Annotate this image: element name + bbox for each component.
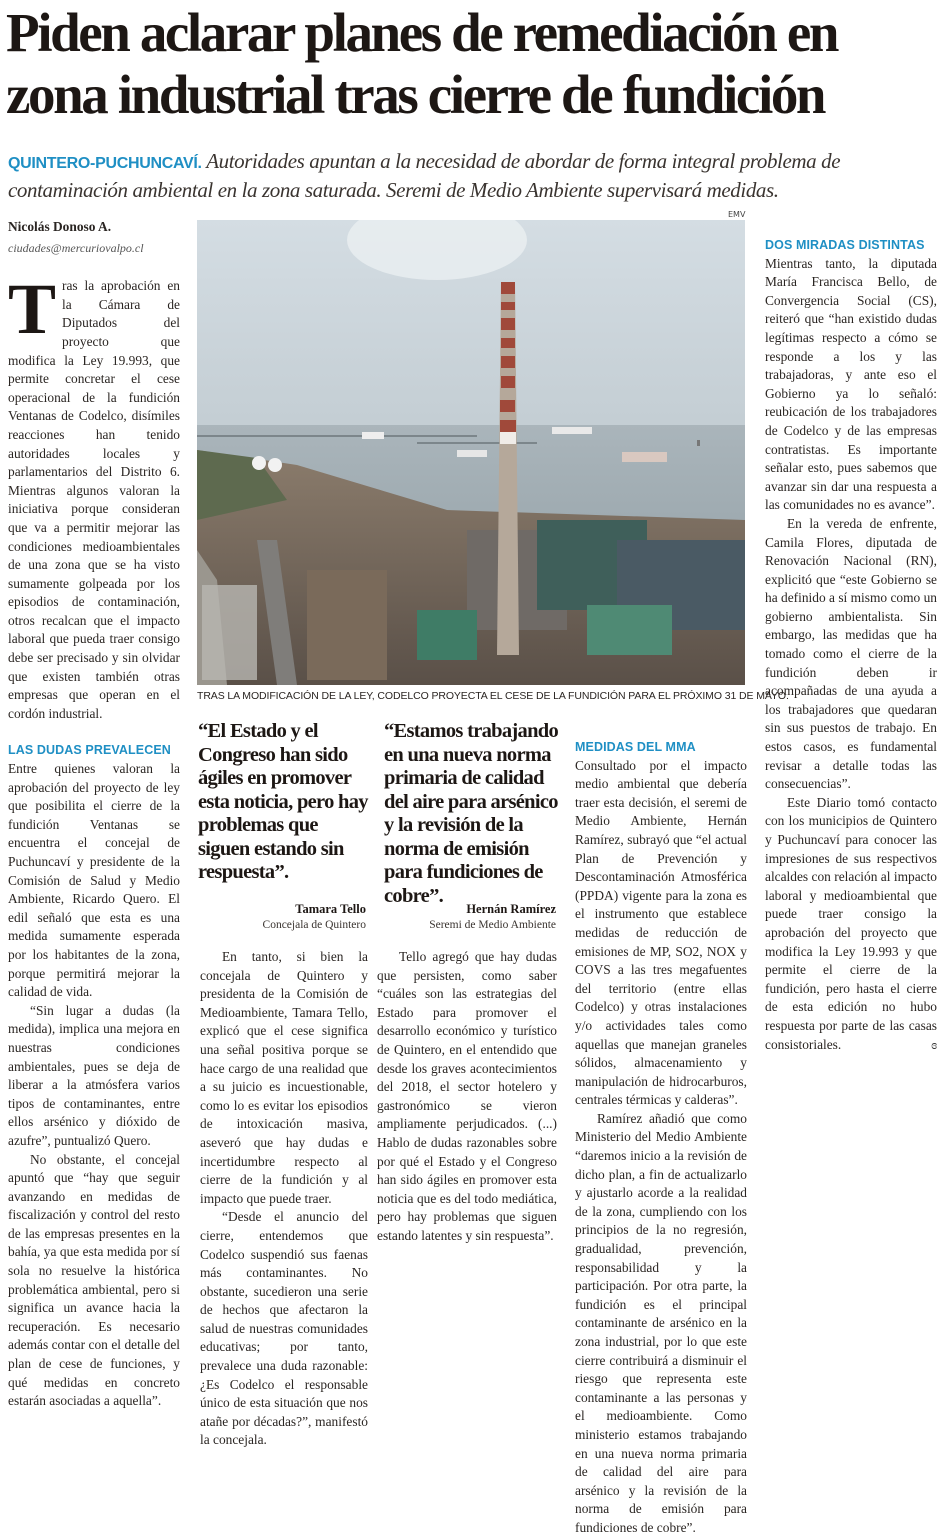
headline-line-2: zona industrial tras cierre de fundición [6,64,825,125]
paragraph-6: “Desde el anuncio del cierre, entendemos que Codelco suspendió sus faenas más contaminantes. No obstante, sucedieron una serie de hechos que afectaron la salud de nuestras comunidades educativas; por tanto, prevalece una duda razonable: ¿Es Codelco el responsable único de esta situación que nos atañe por décadas?”, manifestó la concejala. [200,1209,368,1448]
paragraph-1-text: ras la aprobación en la Cámara de Diputados del proyecto que modifica la Ley 19.993, que permite concretar el cese operacional de la fundición Ventanas de Codelco, disímiles reacciones han tenido autoridades locales y parlamentarios del Distrito 6. Mientras algunos valoran la iniciativa porque consideran que va a permitir mejorar las condiciones medioambientales de una zona que se ha visto sumamente golpeada por los episodios de contaminación, otros recalcan que el impacto laboral que pueda traer consigo debe ser precisado y sin olvidar que existen también otras empresas que operan en el cordón industrial. [8,278,180,721]
subhead-medidas-mma: MEDIDAS DEL MMA [575,740,696,754]
pull-quote-ramirez-attribution [376,902,556,931]
paragraph-3: “Sin lugar a dudas (la medida), implica una mejora en nuestras condiciones ambientales, pues se deja de liberar a la atmósfera varios tipos de contaminantes, entre ellos arsénico y dióxido de azufre”, puntualizó Quero. [8,1002,180,1148]
dek-kicker: QUINTERO-PUCHUNCAVÍ. [8,155,202,172]
headline-line-1: Piden aclarar planes de remediación en [6,2,838,63]
paragraph-8: Consultado por el impacto medio ambiental que debería traer esta decisión, el seremi de Medio Ambiente, Hernán Ramírez, subrayó que “el actual Plan de Prevención y Descontaminación Atmosférica (PPDA) vigente para la zona es el instrumento que establece medidas de reducción de emisiones de MP, SO2, NOX y COVS a las tres megafuentes del territorio (entre ellas Codelco) y otras instalaciones y/o actividades tales como aquellas que manejan graneles sólidos, almacenamiento y manipulación de hidrocarburos, centrales térmicas y calderas”. [575,757,747,1108]
photo-illustration [197,220,745,685]
paragraph-12 [765,794,937,1054]
photo-caption: TRAS LA MODIFICACIÓN DE LA LEY, CODELCO PROYECTA EL CESE DE LA FUNDICIÓN PARA EL PRÓXIMO 31 DE MAYO. [197,690,789,702]
subhead-las-dudas: LAS DUDAS PREVALECEN [8,743,171,758]
photo-smelter [197,220,745,685]
attribution-name: Hernán Ramírez [466,902,556,916]
paragraph-5: En tanto, si bien la concejala de Quintero y presidenta de la Comisión de Medioambiente, Tamara Tello, explicó que el cese significa una señal positiva porque se hace cargo de una realidad que a su juicio es incuestionable, como lo es evitar los episodios de intoxicación masiva, aseveró que hay dudas e incertidumbre respecto al cierre de la fundición y al impacto que puede traer. [200,949,368,1206]
attribution-role: Concejala de Quintero [262,919,366,931]
subhead-dos-miradas: DOS MIRADAS DISTINTAS [765,238,925,252]
column-3 [377,948,557,1246]
paragraph-10: Mientras tanto, la diputada María Francisca Bello, de Convergencia Social (CS), reiteró que “han existido dudas legítimas respecto a cómo se responde a los y las trabajadoras, y ante eso el Gobierno ya lo señaló: reubicación de los trabajadores de Codelco y de las empresas contratistas. Es importante señalar esto, pues sabemos que avanzar sin dar una respuesta a las comunidades no es avance”. [765,255,937,513]
column-1 [8,218,180,1411]
byline-email[interactable]: ciudades@mercuriovalpo.cl [8,240,144,255]
attribution-role: Seremi de Medio Ambiente [429,919,556,931]
attribution-name: Tamara Tello [295,902,366,916]
pull-quote-tello-attribution [198,902,366,931]
pull-quote-ramirez: “Estamos trabajando en una nueva norma primaria de calidad del aire para arsénico y la revisión de la norma de emisión para fundiciones de cobre”. [384,720,559,907]
column-4 [575,720,747,1538]
dek-text: Autoridades apuntan a la necesidad de abordar de forma integral problema de contaminación ambiental en la zona saturada. Seremi de Medio Ambiente supervisará medidas. [8,149,841,202]
end-mark-icon: ɞ [931,1036,937,1052]
photo-credit: EMV [728,210,746,219]
paragraph-2: Entre quienes valoran la aprobación del proyecto de ley que posibilita el cierre de la fundición Ventanas se encuentra el concejal de Puchuncaví y presidente de la Comisión de Salud y Medio Ambiente, Ricardo Quero. El edil señaló que esta es una medida sumamente esperada por los habitantes de la zona, porque permitirá mejorar la calidad de vida. [8,761,180,1000]
paragraph-4: No obstante, el concejal apuntó que “hay que seguir avanzando en medidas de fiscalización y control del resto de las empresas presentes en la bahía, ya que esta medida por sí sola no resuelve la histórica problemática ambiental, pero si significa un avance hacia la recuperación. Es necesario además contar con el detalle del plan de cese de funciones, y qué medidas en concreto estarán asociadas a aquella”. [8,1151,180,1409]
paragraph-9: Ramírez añadió que como Ministerio del Medio Ambiente “daremos inicio a la revisión de dicho plan, a fin de actualizarlo y ajustarlo acorde a la realidad de la zona, cumpliendo con los principios de la no regresión, gradualidad, prevención, responsabilidad y la participación. Por otra parte, la fundición es el principal contaminante de arsénico en la zona industrial, por lo que este cierre contribuirá a disminuir el riesgo que representa este contaminante a las personas y el medioambiente. Como ministerio estamos trabajando en una nueva norma primaria de calidad del aire para arsénico y la revisión de la norma de emisión para fundiciones de cobre”. [575,1110,747,1535]
dropcap: T [8,269,57,350]
column-2 [200,948,368,1450]
paragraph-1 [8,269,180,723]
paragraph-11: En la vereda de enfrente, Camila Flores, diputada de Renovación Nacional (RN), explicitó que “este Gobierno se ha definido a sí mismo como un gobierno ambientalista. Sin embargo, las medidas que ha tomado como el cierre de la fundición deben ir acompañadas de una ayuda a los trabajadores que quedaran sin sus puestos de trabajo. En estos casos, es fundamental revisar a detalle todas las consecuencias”. [765,515,937,792]
headline [6,2,942,126]
paragraph-12-text: Este Diario tomó contacto con los municipios de Quintero y Puchuncaví para conocer las impresiones de sus respectivos alcaldes con relación al impacto laboral y medioambiental que puede traer consigo la aprobación del proyecto que modifica la Ley 19.993 y que permite el cierre de la fundición, pero hasta el cierre de esta edición no hubo respuesta por parte de las casas consistoriales. [765,794,937,1052]
paragraph-7: Tello agregó que hay dudas que persisten, como saber “cuáles son las estrategias del Estado para promover el desarrollo económico y turístico de Quintero, en el entendido que desde los graves acontecimientos del 2018, el sector hotelero y gastronómico se vieron ampliamente perjudicados. (...) Hablo de dudas razonables sobre por qué el Estado y el Congreso han sido ágiles en promover esta noticia que es del todo mediática, pero hay problemas que siguen estando latentes y sin respuesta”. [377,949,557,1243]
byline-author: Nicolás Donoso A. [8,219,112,234]
dek [8,148,936,203]
column-5 [765,218,937,1054]
pull-quote-tello: “El Estado y el Congreso han sido ágiles en promover esta noticia, pero hay problemas que siguen estando sin respuesta”. [198,720,368,883]
